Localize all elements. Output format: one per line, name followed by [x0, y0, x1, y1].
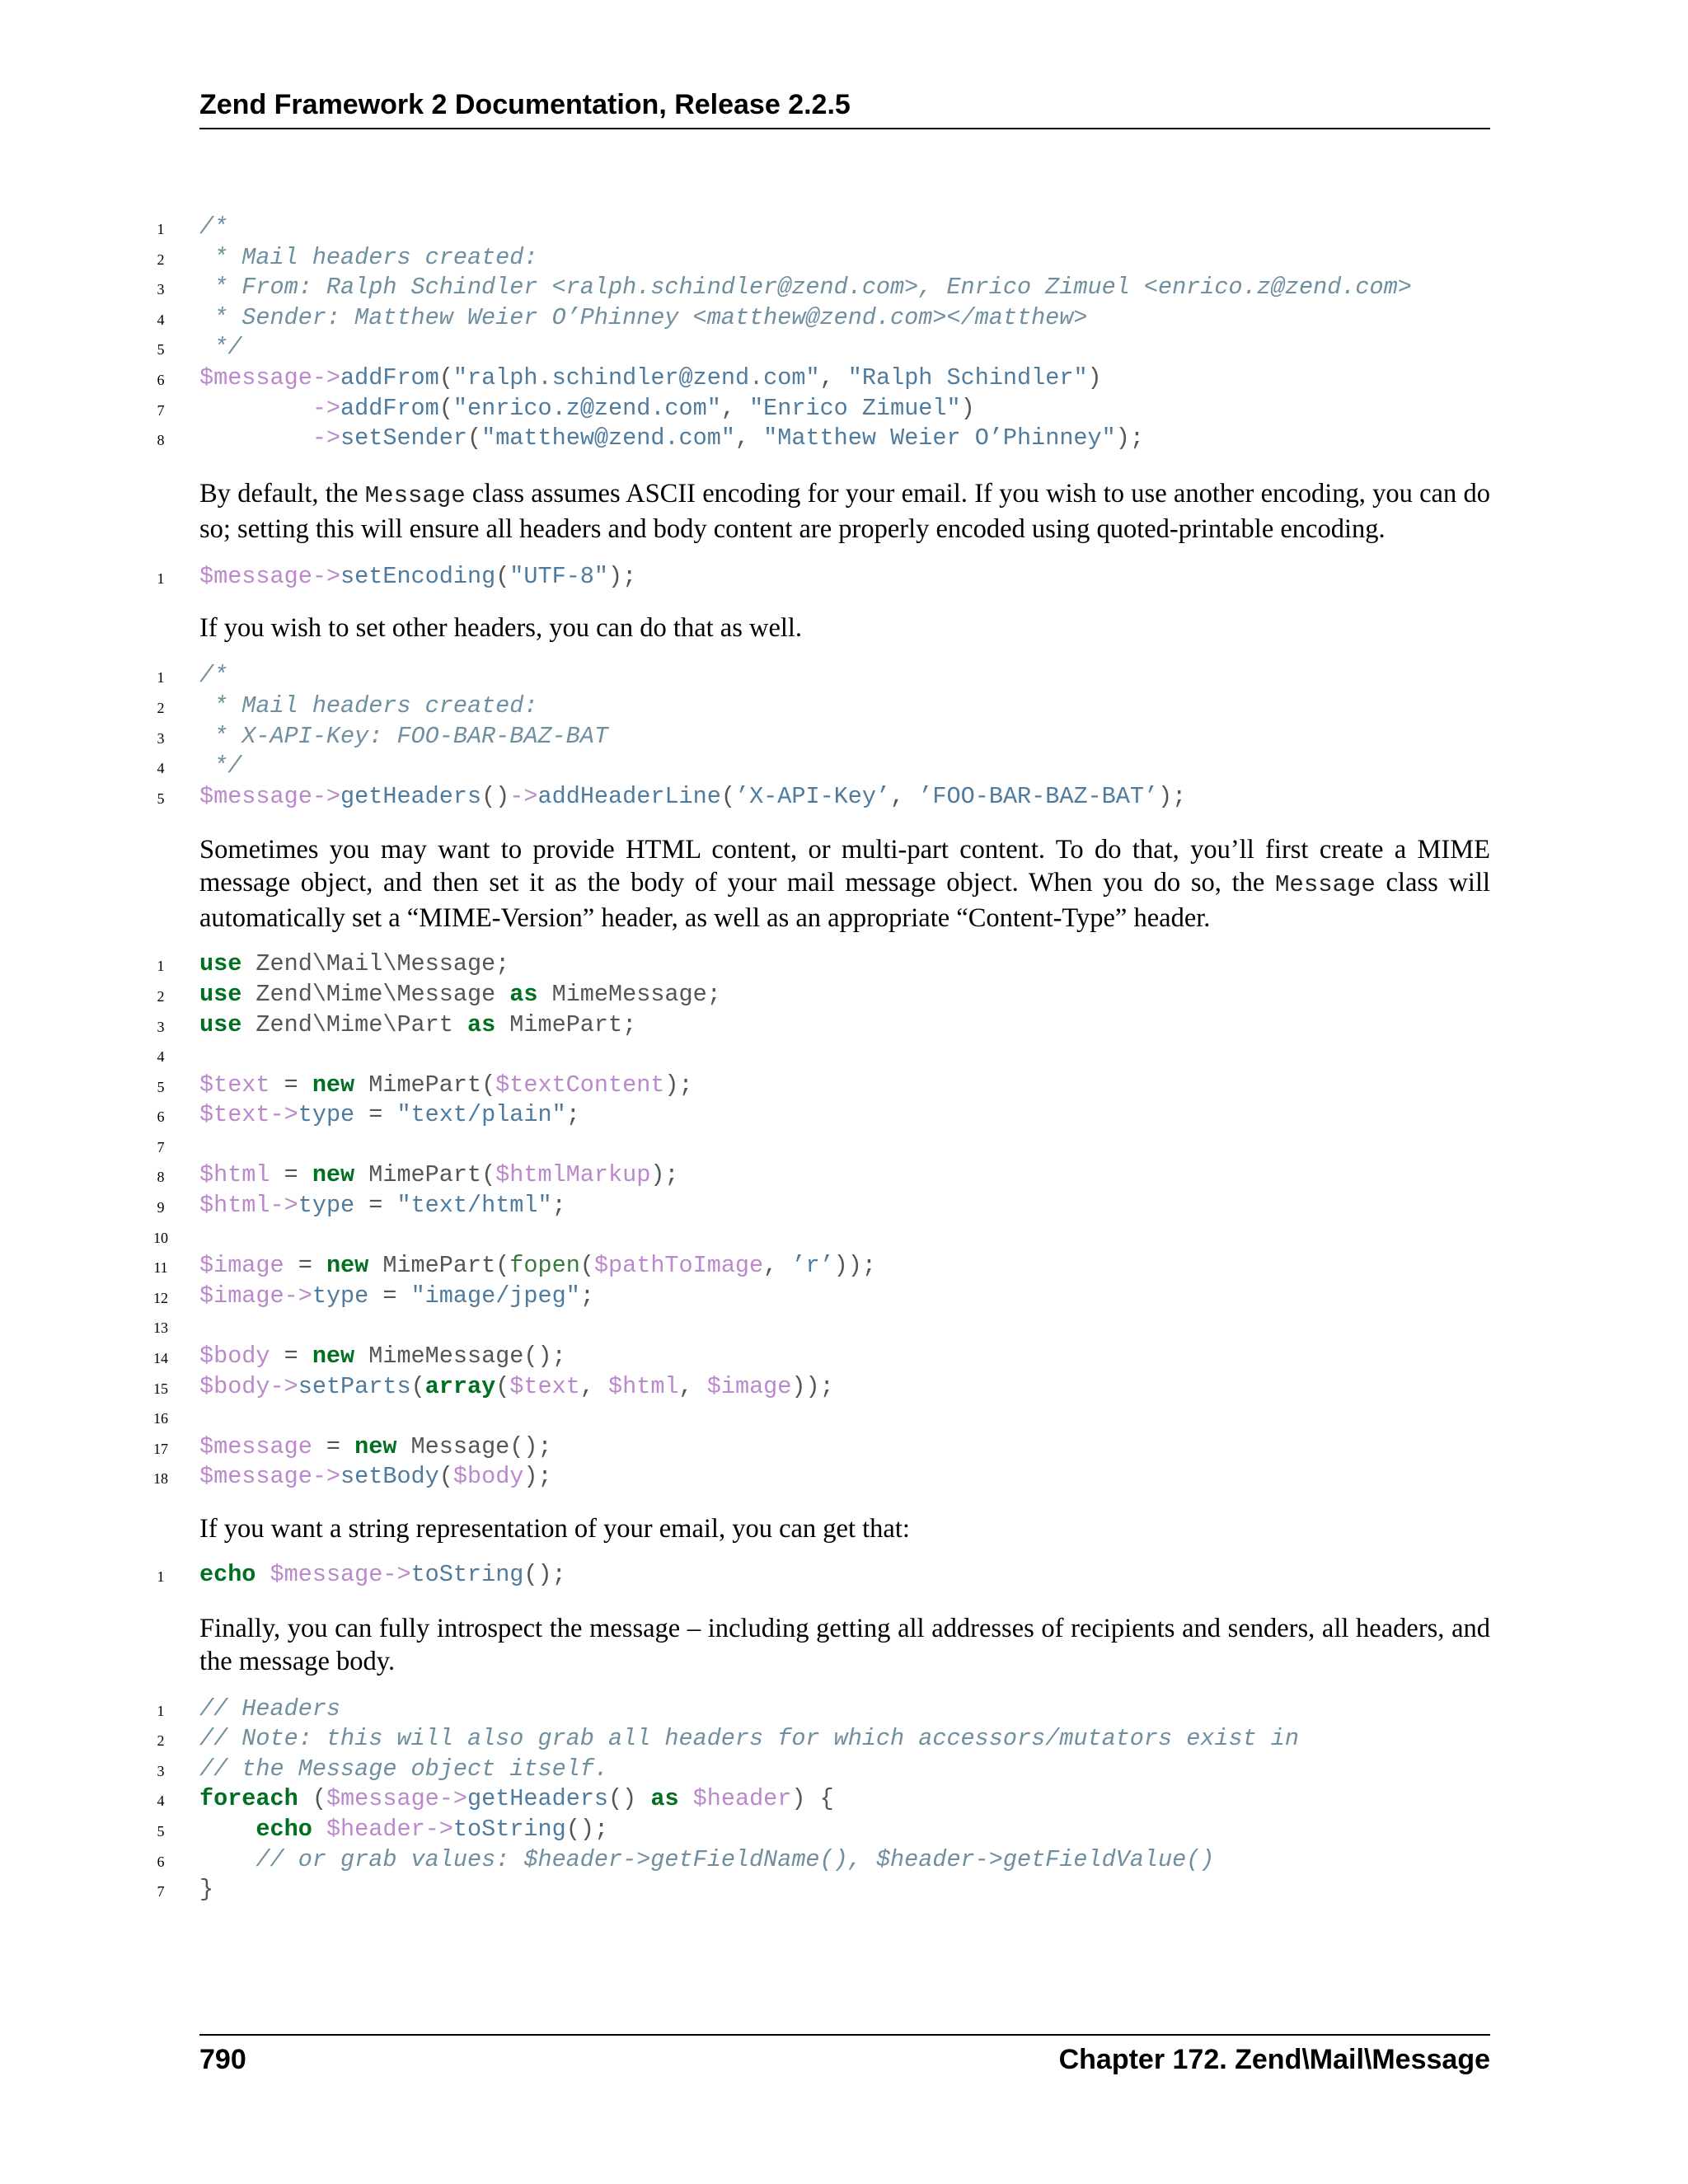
code-token: =: [354, 1192, 397, 1220]
code-token: new: [312, 1343, 355, 1371]
code-token: $body: [199, 1343, 270, 1371]
code-token: [256, 1561, 270, 1588]
code-token: );: [523, 1463, 552, 1491]
code-token: (): [481, 782, 510, 810]
code-token: [312, 1816, 326, 1843]
code-token: getHeaders: [340, 782, 482, 810]
code-token: * From: Ralph Schindler <ralph.schindler@zend.com>, Enrico Zimuel <enrico.z@zend.com>: [199, 274, 1412, 302]
line-number: 5: [157, 1078, 165, 1095]
code-token: "Enrico Zimuel": [749, 394, 961, 422]
code-text: [199, 1875, 213, 1905]
code-text: [199, 980, 721, 1010]
code-line: [0, 1845, 1688, 1876]
code-token: "text/plain": [396, 1101, 566, 1129]
code-token: Zend\Mime\Message: [241, 980, 510, 1008]
code-line: [0, 303, 1688, 334]
code-text: [199, 949, 509, 980]
code-line: [0, 1815, 1688, 1845]
code-text: [199, 1845, 1214, 1876]
line-number: 5: [157, 1822, 165, 1840]
code-token: =: [270, 1161, 312, 1189]
code-token: (: [495, 562, 510, 590]
code-token: ->: [312, 782, 341, 810]
line-number: 8: [157, 1169, 165, 1186]
line-number: 3: [157, 281, 165, 298]
code-token: $image: [199, 1252, 284, 1280]
code-token: );: [1158, 782, 1187, 810]
code-line: [0, 1010, 1688, 1041]
code-line: [0, 1432, 1688, 1463]
line-number: 4: [157, 311, 165, 328]
code-token: ();: [565, 1815, 609, 1843]
code-token: $message: [199, 1463, 312, 1491]
code-text: [199, 1342, 566, 1372]
code-block-mail-headers: [0, 213, 1688, 454]
code-token: ;: [551, 1192, 566, 1220]
code-line: [0, 363, 1688, 394]
code-text: [199, 722, 608, 752]
line-number: 7: [157, 1138, 165, 1155]
code-line: [0, 1311, 1688, 1342]
code-line: [0, 1160, 1688, 1191]
code-token: );: [1115, 424, 1144, 452]
code-token: (: [438, 1463, 453, 1491]
code-token: foreach: [199, 1785, 298, 1813]
line-number: 12: [153, 1289, 168, 1306]
code-token: echo: [256, 1815, 312, 1843]
code-token: $htmlMarkup: [495, 1161, 651, 1189]
paragraph-introspect: Finally, you can fully introspect the message – including getting all addresses of recipients and senders, all headers, and the message body.: [199, 1613, 1490, 1676]
code-line: [0, 980, 1688, 1010]
code-token: (: [298, 1785, 326, 1813]
code-token: "Ralph Schindler": [847, 363, 1088, 391]
code-text: [199, 213, 227, 243]
line-number: 2: [157, 1732, 165, 1750]
code-token: (): [608, 1785, 651, 1813]
code-token: MimePart(: [354, 1161, 496, 1189]
code-token: $message: [326, 1785, 439, 1813]
code-text: [199, 1010, 636, 1041]
code-text: [199, 1071, 693, 1101]
code-token: ->: [382, 1561, 411, 1588]
code-token: $message: [270, 1561, 383, 1588]
code-token: setParts: [298, 1372, 411, 1400]
line-number: 1: [157, 221, 165, 237]
code-token: );: [664, 1071, 693, 1099]
code-line: [0, 949, 1688, 980]
code-token: $html: [199, 1192, 270, 1220]
code-token: "Matthew Weier O’Phinney": [763, 424, 1116, 452]
line-number: 2: [157, 987, 165, 1005]
code-text: [199, 1694, 340, 1725]
code-token: $html: [608, 1372, 679, 1400]
code-token: (: [438, 394, 453, 422]
code-token: new: [354, 1432, 397, 1460]
code-token: // the Message object itself.: [199, 1755, 608, 1783]
code-token: * X-API-Key: FOO-BAR-BAZ-BAT: [199, 722, 608, 750]
code-line: [0, 1251, 1688, 1282]
code-token: ->: [312, 363, 341, 391]
code-token: ->: [424, 1815, 453, 1843]
code-token: as: [650, 1785, 679, 1813]
code-line: [0, 691, 1688, 722]
line-number: 1: [157, 569, 165, 587]
code-text: [199, 394, 975, 424]
code-token: ;: [565, 1101, 580, 1129]
code-line: [0, 333, 1688, 363]
code-line: [0, 213, 1688, 243]
line-number: 4: [157, 1793, 165, 1810]
line-number: 1: [157, 1702, 165, 1719]
code-token: ->: [270, 1372, 298, 1400]
code-token: "image/jpeg": [410, 1282, 580, 1310]
code-token: /*: [199, 662, 228, 690]
line-number: 6: [157, 1853, 165, 1870]
code-token: (: [495, 1372, 510, 1400]
page-number: 790: [199, 2044, 246, 2075]
code-text: [199, 1815, 608, 1845]
code-line: [0, 1040, 1688, 1071]
code-token: $text: [199, 1071, 270, 1099]
line-number: 8: [157, 432, 165, 449]
code-token: ));: [791, 1372, 834, 1400]
code-token: setEncoding: [340, 562, 496, 590]
code-line: [0, 1100, 1688, 1131]
code-text: [199, 1160, 679, 1191]
code-token: // or grab values: $header->getFieldName(), $header->getFieldValue(): [256, 1845, 1215, 1873]
line-number: 13: [153, 1319, 168, 1337]
line-number: 11: [153, 1259, 168, 1277]
code-token: type: [298, 1192, 355, 1220]
code-token: ,: [678, 1372, 707, 1400]
line-number: 5: [157, 341, 165, 359]
line-number: 1: [157, 958, 165, 975]
code-line: [0, 1071, 1688, 1101]
code-line: [0, 1221, 1688, 1252]
code-token: [199, 395, 312, 422]
code-token: ->: [312, 1463, 341, 1491]
code-text: [199, 1724, 1299, 1755]
line-number: 17: [153, 1440, 168, 1457]
code-token: $image: [199, 1282, 284, 1310]
line-number: 6: [157, 371, 165, 388]
code-block-to-string: [0, 1560, 1688, 1591]
code-line: [0, 722, 1688, 752]
code-token: $text: [199, 1101, 270, 1129]
line-number: 7: [157, 1883, 165, 1900]
code-token: */: [199, 334, 242, 362]
code-token: MimePart(: [368, 1252, 510, 1280]
code-token: /*: [199, 213, 228, 241]
code-token: use: [199, 950, 242, 978]
code-token: ,: [890, 782, 919, 810]
line-number: 5: [157, 790, 165, 807]
code-token: =: [368, 1282, 411, 1310]
code-token: ();: [523, 1561, 566, 1588]
paragraph-other-headers: If you wish to set other headers, you can do that as well.: [199, 613, 803, 644]
code-token: ;: [579, 1282, 594, 1310]
line-number: 10: [153, 1229, 168, 1246]
code-token: [199, 424, 312, 452]
inline-code-message: Message: [1275, 871, 1376, 899]
code-line: [0, 1784, 1688, 1815]
code-token: as: [467, 1010, 496, 1038]
code-line: [0, 1282, 1688, 1312]
code-token: ) {: [791, 1785, 834, 1813]
code-line: [0, 1402, 1688, 1432]
line-number: 4: [157, 1048, 165, 1066]
code-line: [0, 1724, 1688, 1755]
code-token: setBody: [340, 1463, 439, 1491]
code-token: =: [270, 1071, 312, 1099]
line-number: 2: [157, 699, 165, 716]
code-token: "UTF-8": [509, 562, 609, 590]
code-text: [199, 1251, 876, 1282]
line-number: 1: [157, 669, 165, 687]
code-token: addFrom: [340, 394, 439, 422]
code-token: toString: [452, 1815, 566, 1843]
code-token: array: [424, 1372, 496, 1400]
code-block-set-encoding: [0, 562, 1688, 593]
code-token: ,: [819, 363, 848, 391]
code-token: * Mail headers created:: [199, 691, 538, 719]
code-token: (: [579, 1252, 594, 1280]
line-number: 2: [157, 251, 165, 268]
page-footer: [199, 2034, 1490, 2076]
code-token: Message();: [396, 1432, 552, 1460]
code-token: "text/html": [396, 1192, 552, 1220]
line-number: 3: [157, 1762, 165, 1779]
code-token: [679, 1785, 693, 1812]
paragraph-string-representation: If you want a string representation of your email, you can get that:: [199, 1514, 910, 1544]
code-token: =: [312, 1432, 355, 1460]
code-text: [199, 1100, 580, 1131]
code-token: $message: [199, 363, 312, 391]
code-token: // Note: this will also grab all headers for which accessors/mutators exist in: [199, 1725, 1300, 1753]
code-token: MimePart(: [354, 1071, 496, 1099]
code-text: [199, 303, 1087, 334]
code-text: [199, 333, 241, 363]
code-text: [199, 273, 1412, 303]
code-token: new: [312, 1071, 355, 1099]
code-token: =: [270, 1343, 312, 1371]
code-text: [199, 363, 1102, 394]
code-line: [0, 394, 1688, 424]
code-text: [199, 782, 1186, 813]
code-line: [0, 1342, 1688, 1372]
code-token: new: [326, 1252, 369, 1280]
page-content: [0, 213, 1688, 1905]
code-token: $message: [199, 782, 312, 810]
paragraph-encoding: By default, the Message class assumes ASCII encoding for your email. If you wish to use another encoding, you can do so; setting this will ensure all headers and body content are properly encoded using quoted-printable encoding.: [199, 478, 1490, 544]
code-token: toString: [410, 1561, 524, 1588]
code-block-mime-message: [0, 949, 1688, 1493]
code-line: [0, 562, 1688, 593]
code-text: [199, 752, 241, 782]
code-token: (: [438, 363, 453, 391]
code-line: [0, 1372, 1688, 1403]
code-token: Zend\Mime\Part: [241, 1010, 467, 1038]
code-text: [199, 1560, 566, 1591]
code-token: as: [509, 980, 538, 1008]
code-token: use: [199, 1010, 242, 1038]
code-token: );: [650, 1161, 679, 1189]
code-token: ->: [438, 1785, 467, 1813]
code-token: ));: [833, 1252, 876, 1280]
code-token: $pathToImage: [593, 1252, 764, 1280]
code-token: }: [199, 1876, 214, 1904]
code-line: [0, 1560, 1688, 1591]
code-token: $header: [326, 1815, 425, 1843]
code-token: $message: [199, 562, 312, 590]
code-token: addFrom: [340, 363, 439, 391]
line-number: 3: [157, 1018, 165, 1035]
code-token: use: [199, 980, 242, 1008]
code-token: ->: [312, 562, 341, 590]
code-line: [0, 1462, 1688, 1493]
code-token: "enrico.z@zend.com": [452, 394, 721, 422]
code-token: ’r’: [791, 1252, 834, 1280]
code-token: * Sender: Matthew Weier O’Phinney <matthew@zend.com></matthew>: [199, 303, 1088, 331]
code-token: ’FOO-BAR-BAZ-BAT’: [918, 782, 1159, 810]
code-token: $image: [706, 1372, 792, 1400]
code-token: Zend\Mail\Message;: [241, 950, 510, 978]
line-number: 6: [157, 1108, 165, 1126]
code-token: ->: [312, 394, 341, 422]
code-token: $body: [452, 1463, 524, 1491]
code-token: $header: [692, 1785, 792, 1813]
line-number: 14: [153, 1350, 168, 1367]
code-token: ’X-API-Key’: [734, 782, 891, 810]
code-text: [199, 1372, 834, 1403]
code-token: ->: [270, 1192, 298, 1220]
inline-code-message: Message: [364, 481, 466, 509]
code-token: ->: [270, 1101, 298, 1129]
code-line: [0, 752, 1688, 782]
line-number: 16: [153, 1410, 168, 1427]
code-line: [0, 1755, 1688, 1785]
line-number: 15: [153, 1380, 168, 1397]
code-line: [0, 1191, 1688, 1221]
code-token: */: [199, 752, 242, 780]
chapter-title: Chapter 172. Zend\Mail\Message: [1058, 2044, 1490, 2075]
page-header: Zend Framework 2 Documentation, Release 2.2.5: [199, 89, 1490, 129]
code-text: [199, 1462, 552, 1493]
code-token: getHeaders: [467, 1785, 609, 1813]
code-line: [0, 273, 1688, 303]
code-token: $html: [199, 1161, 270, 1189]
code-token: =: [354, 1101, 397, 1129]
line-number: 18: [153, 1470, 168, 1488]
code-token: (: [467, 424, 482, 452]
code-token: ): [960, 394, 975, 422]
code-text: [199, 1432, 552, 1463]
code-text: [199, 691, 537, 722]
code-token: type: [312, 1282, 369, 1310]
line-number: 7: [157, 401, 165, 419]
code-token: MimeMessage();: [354, 1343, 566, 1371]
code-token: MimePart;: [495, 1010, 637, 1038]
code-token: ,: [720, 394, 750, 422]
code-token: (: [720, 782, 735, 810]
code-block-custom-header: [0, 661, 1688, 812]
code-line: [0, 1694, 1688, 1725]
line-number: 3: [157, 729, 165, 747]
code-token: // Headers: [199, 1694, 341, 1722]
code-token: $body: [199, 1372, 270, 1400]
paragraph-mime: Sometimes you may want to provide HTML content, or multi-part content. To do that, you’ll first create a MIME message object, and then set it as the body of your mail message object. When you do so, the Message class will automatically set a “MIME-Version” header, as well as an appropriate “Content-Type” header.: [199, 835, 1491, 934]
code-token: echo: [199, 1561, 256, 1588]
code-line: [0, 1131, 1688, 1161]
code-token: * Mail headers created:: [199, 243, 538, 271]
code-token: [199, 1816, 256, 1843]
code-token: setSender: [340, 424, 467, 452]
code-token: MimeMessage;: [537, 980, 721, 1008]
code-text: [199, 661, 227, 691]
code-text: [199, 1784, 834, 1815]
code-line: [0, 1875, 1688, 1905]
code-text: [199, 1755, 608, 1785]
code-line: [0, 661, 1688, 691]
code-token: ->: [509, 782, 538, 810]
code-block-headers-loop: [0, 1694, 1688, 1905]
code-token: ,: [763, 1252, 792, 1280]
code-line: [0, 243, 1688, 274]
code-token: $textContent: [495, 1071, 665, 1099]
code-token: ->: [312, 424, 341, 452]
code-text: [199, 1191, 566, 1221]
code-token: (: [410, 1372, 425, 1400]
code-token: ,: [579, 1372, 609, 1400]
code-text: [199, 1282, 594, 1312]
code-text: [199, 424, 1144, 454]
code-token: ): [1087, 363, 1102, 391]
code-token: =: [284, 1252, 326, 1280]
code-token: addHeaderLine: [537, 782, 721, 810]
line-number: 1: [157, 1568, 165, 1585]
code-token: ,: [734, 424, 764, 452]
code-token: [199, 1846, 256, 1873]
code-token: new: [312, 1161, 355, 1189]
code-token: );: [608, 562, 637, 590]
code-line: [0, 424, 1688, 454]
code-line: [0, 782, 1688, 813]
code-token: $message: [199, 1432, 312, 1460]
line-number: 9: [157, 1199, 165, 1216]
code-text: [199, 243, 537, 274]
code-token: fopen: [509, 1252, 580, 1280]
line-number: 4: [157, 760, 165, 777]
code-text: [199, 562, 636, 593]
code-token: "matthew@zend.com": [481, 424, 735, 452]
code-token: ->: [284, 1282, 312, 1310]
code-token: type: [298, 1101, 355, 1129]
code-token: "ralph.schindler@zend.com": [452, 363, 820, 391]
code-token: $text: [509, 1372, 580, 1400]
